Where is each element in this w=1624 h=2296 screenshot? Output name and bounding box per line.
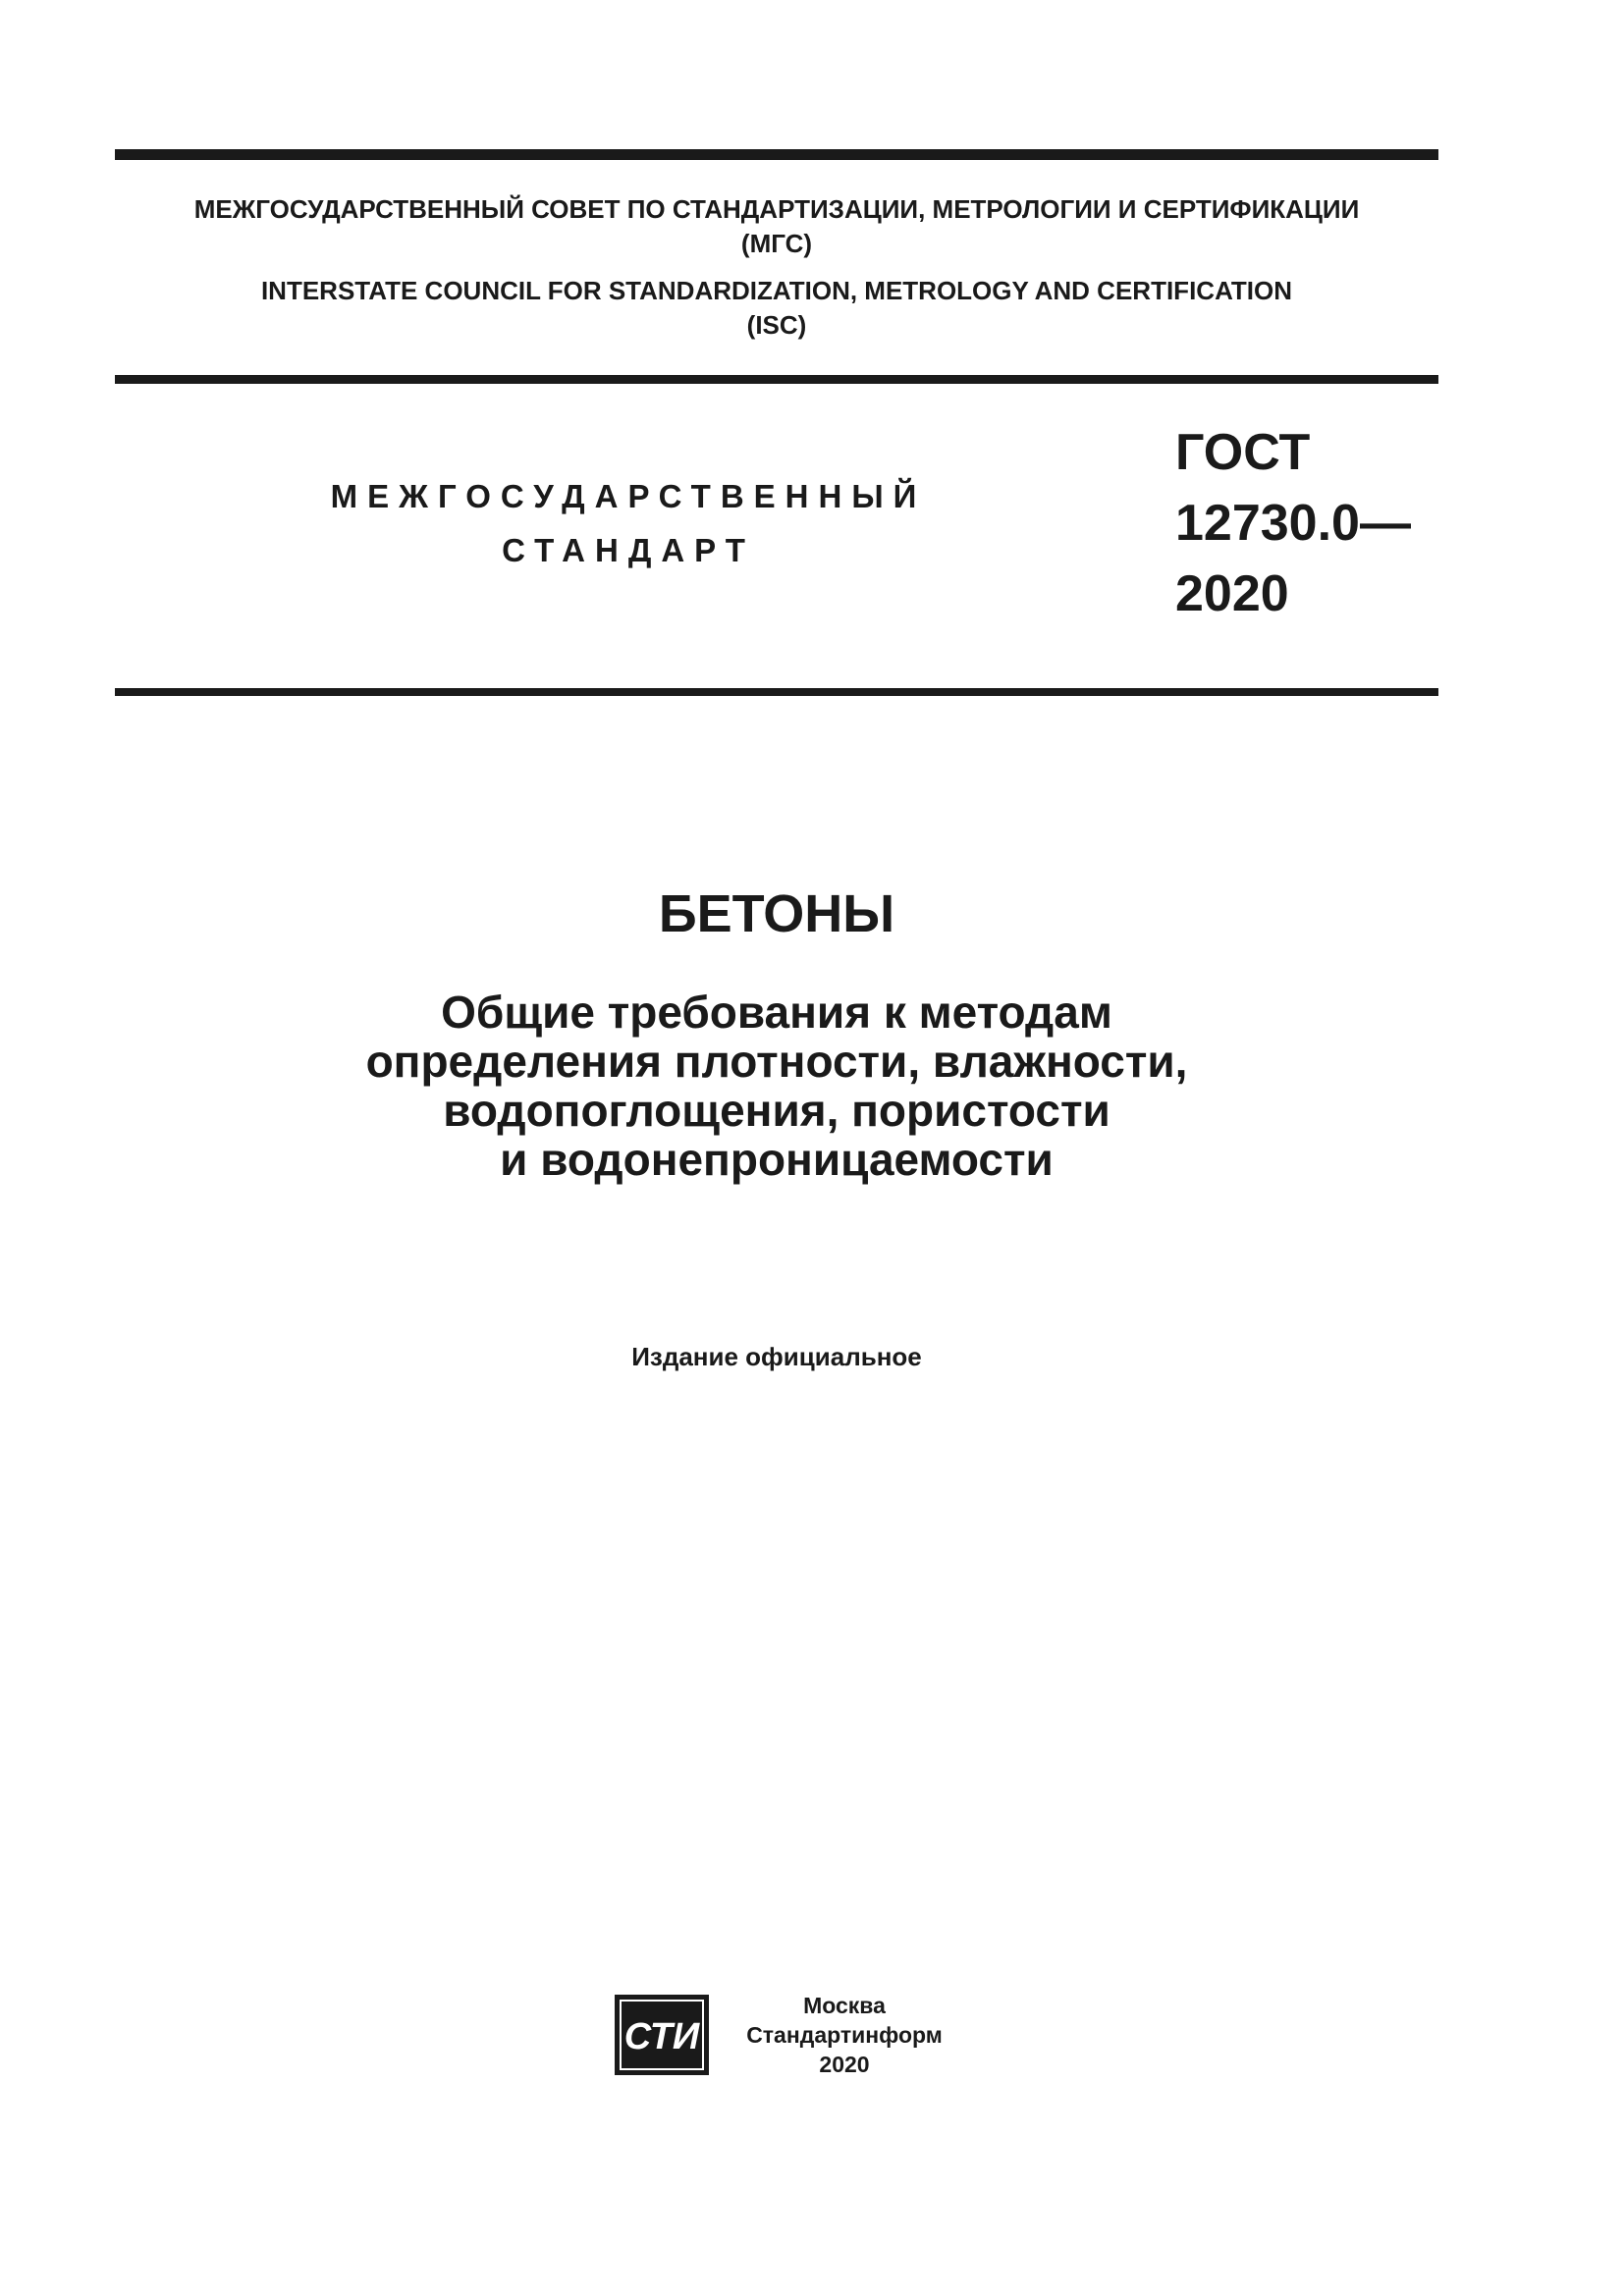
council-en-abbr: (ISC) bbox=[746, 310, 807, 340]
subtitle-line: определения плотности, влажности, bbox=[365, 1036, 1188, 1087]
subtitle-line: и водонепроницаемости bbox=[500, 1134, 1054, 1185]
publisher-name: Стандартинформ bbox=[746, 2022, 943, 2048]
middle-rule bbox=[115, 375, 1438, 384]
top-rule bbox=[115, 149, 1438, 160]
bottom-rule bbox=[115, 688, 1438, 696]
standard-prefix: ГОСТ bbox=[1175, 424, 1311, 481]
logo-text: СТИ bbox=[623, 2016, 700, 2057]
standard-type-line2: СТАНДАРТ bbox=[502, 532, 755, 568]
document-subtitle bbox=[115, 988, 1438, 1184]
edition-label: Издание официальное bbox=[631, 1342, 922, 1371]
council-en-name: INTERSTATE COUNCIL FOR STANDARDIZATION, METROLOGY AND CERTIFICATION bbox=[260, 276, 1293, 305]
standard-number: 12730.0— bbox=[1175, 495, 1411, 552]
publisher-block bbox=[727, 1991, 962, 2079]
document-title: БЕТОНЫ bbox=[658, 884, 895, 943]
standartinform-logo-icon bbox=[613, 1993, 711, 2077]
standard-year: 2020 bbox=[1175, 565, 1289, 622]
council-ru-name: МЕЖГОСУДАРСТВЕННЫЙ СОВЕТ ПО СТАНДАРТИЗАЦИИ, МЕТРОЛОГИИ И СЕРТИФИКАЦИИ bbox=[193, 194, 1360, 224]
council-ru-abbr: (МГС) bbox=[740, 229, 813, 258]
publisher-city: Москва bbox=[803, 1993, 886, 2018]
subtitle-line: водопоглощения, пористости bbox=[443, 1085, 1110, 1136]
standard-type bbox=[295, 469, 962, 577]
subtitle-line: Общие требования к методам bbox=[441, 987, 1112, 1038]
council-ru-block bbox=[115, 192, 1438, 261]
council-en-block bbox=[115, 274, 1438, 343]
standard-type-line1: МЕЖГОСУДАРСТВЕННЫЙ bbox=[330, 478, 927, 514]
publisher-year: 2020 bbox=[819, 2052, 870, 2077]
standard-designation bbox=[1175, 417, 1411, 629]
